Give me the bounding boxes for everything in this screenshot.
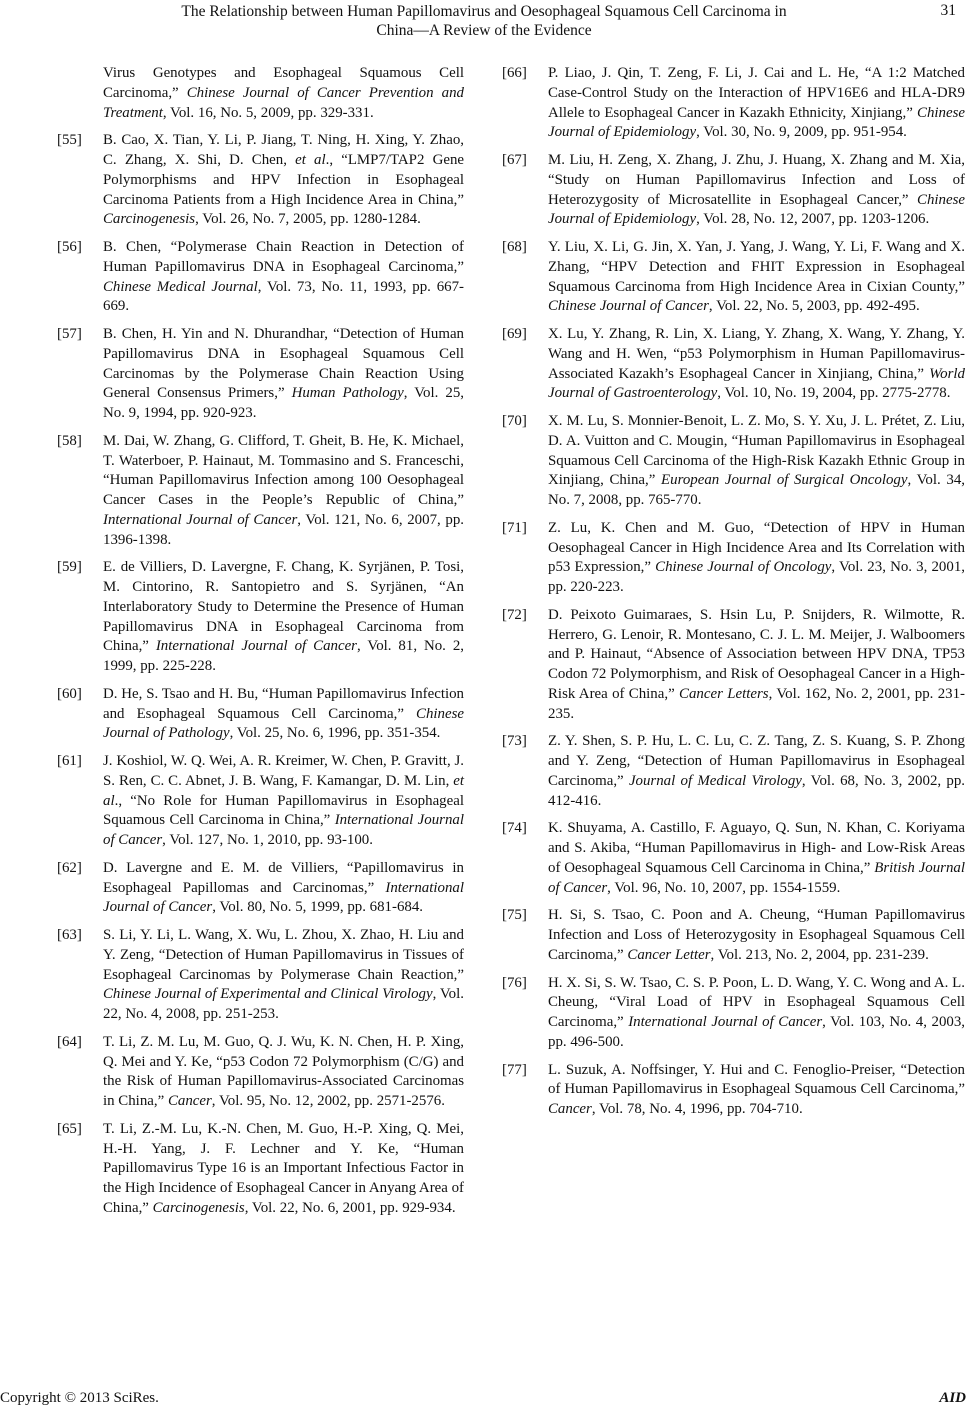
reference-text: , Vol. 68, No. 3, 2002, pp. 412-416. [548,772,965,809]
reference-item [502,819,965,898]
journal-title: Cancer Letter [627,946,711,963]
reference-number: [59] [57,559,82,576]
journal-title: International Journal of Cancer [155,638,357,655]
journal-title: Human Pathology [291,385,404,402]
reference-number: [70] [502,413,527,429]
reference-item [57,558,464,677]
reference-text: , Vol. 22, No. 4, 2008, pp. 251-253. [103,986,464,1022]
reference-item [57,1033,464,1112]
reference-list-left [57,131,464,1218]
journal-title: Carcinogenesis [103,211,196,228]
journal-title: Chinese Journal of Experimental and Clinical Virology [103,986,433,1003]
journal-title: et al [103,772,464,809]
journal-title: Chinese Journal of Pathology [103,705,464,742]
reference-text: , Vol. 81, No. 2, 1999, pp. 225-228. [103,638,464,674]
reference-text: , Vol. 26, No. 7, 2005, pp. 1280-1284. [195,211,421,228]
reference-text: , Vol. 103, No. 4, 2003, pp. 496-500. [548,1014,966,1050]
header-title-line2: China—A Review of the Evidence [376,22,592,39]
journal-title: Chinese Journal of Oncology [655,559,832,576]
reference-item [57,432,464,551]
left-column [57,64,464,1227]
reference-text: M. Liu, H. Zeng, X. Zhang, J. Zhu, J. Huang, X. Zhang and M. Xia, “Study on Human Papillomavirus Infection and Loss of Heterozygosity of Microsatellite in Esophageal Cancer,” [548,152,965,208]
reference-list-right [502,64,965,1120]
journal-title: Cancer Letters [679,685,769,702]
reference-text: , Vol. 78, No. 4, 1996, pp. 704-710. [591,1101,803,1117]
journal-title: Cancer [167,1093,212,1109]
reference-text: , Vol. 213, No. 2, 2004, pp. 231-239. [710,946,929,963]
reference-item [502,64,965,143]
reference-number: [62] [57,859,82,876]
reference-number: [66] [502,65,527,81]
reference-number: [61] [57,753,82,769]
reference-number: [67] [502,152,527,168]
reference-text: ., “LMP7/TAP2 Gene Polymorphisms and HPV Infection in Esophageal Carcinoma Patients from a High Incidence Area in China,” [103,152,464,208]
reference-text: , Vol. 96, No. 10, 2007, pp. 1554-1559. [607,879,841,896]
journal-title: Chinese Journal of Cancer [548,298,709,315]
reference-number: [75] [502,907,527,924]
reference-number: [60] [57,685,82,702]
reference-text: , Vol. 28, No. 12, 2007, pp. 1203-1206. [696,211,930,228]
reference-item [57,752,464,851]
reference-item [57,859,464,918]
reference-text: S. Li, Y. Li, L. Wang, X. Wu, L. Zhou, X. Zhao, H. Liu and Y. Zeng, “Detection of Human Papillomavirus in Tissues of Esophageal Carcinomas by Polymerase Chain Reaction,” [103,927,464,983]
reference-item [502,606,965,725]
reference-text: B. Chen, “Polymerase Chain Reaction in Detection of Human Papillomavirus DNA in Esophageal Carcinoma,” [103,239,464,275]
reference-number: [74] [502,820,527,837]
journal-title: European Journal of Surgical Oncology [661,472,908,489]
journal-title: Chinese Medical Journal [103,278,258,295]
reference-item [57,131,464,230]
journal-title: Journal of Medical Virology [628,772,802,789]
reference-text: , Vol. 121, No. 6, 2007, pp. 1396-1398. [103,511,464,548]
reference-number: [69] [502,326,527,342]
journal-title: Cancer [548,1101,592,1117]
reference-text: , Vol. 22, No. 5, 2003, pp. 492-495. [708,298,920,315]
header-title-line1: The Relationship between Human Papillomavirus and Oesophageal Squamous Cell Carcinoma in [181,3,787,20]
reference-text: , Vol. 162, No. 2, 2001, pp. 231-235. [548,685,965,722]
reference-text: H. X. Si, S. W. Tsao, C. S. P. Poon, L. D. Wang, Y. C. Wong and A. L. Cheung, “Viral Load of HPV in Esophageal Squamous Cell Carcinoma,” [548,974,965,1030]
reference-number: [77] [502,1061,527,1078]
reference-item [502,519,965,598]
reference-text: , Vol. 10, No. 19, 2004, pp. 2775-2778. [717,385,951,402]
reference-item [502,325,965,404]
journal-title: International Journal of Cancer [103,879,464,916]
reference-text: E. de Villiers, D. Lavergne, F. Chang, K. Syrjänen, P. Tosi, M. Cintorino, R. Santopietro and S. Syrjänen, “An Interlaboratory Study to Determine the Presence of Human Papillomavirus DNA in Esophageal Carcinoma from China,” [103,559,464,655]
journal-title: International Journal of Cancer [628,1014,823,1030]
journal-title: International Journal of Cancer [103,511,298,528]
journal-title: Chinese Journal of Epidemiology [548,191,965,228]
reference-text: , Vol. 25, No. 6, 1996, pp. 351-354. [229,725,441,742]
right-column [502,64,965,1128]
journal-title: Chinese Journal of Epidemiology [548,104,965,141]
reference-item [502,151,965,230]
reference-item [502,238,965,317]
reference-number: [64] [57,1033,82,1050]
reference-text: T. Li, Z.-M. Lu, K.-N. Chen, M. Guo, H.-P. Xing, Q. Mei, H.-H. Yang, J. F. Lechner and Y. Ke, “Human Papillomavirus Type 16 is an Important Infectious Factor in the High Incidence of Esophageal Cancer in Anyang Area of China,” [103,1120,464,1216]
reference-number: [55] [57,132,82,149]
reference-text: Virus Genotypes and Esophageal Squamous Cell Carcinoma,” [103,65,464,101]
reference-text: , Vol. 25, No. 9, 1994, pp. 920-923. [103,385,464,421]
reference-text: , Vol. 127, No. 1, 2010, pp. 93-100. [162,832,373,848]
reference-text: , Vol. 16, No. 5, 2009, pp. 329-331. [162,104,374,121]
reference-text: , Vol. 34, No. 7, 2008, pp. 765-770. [548,472,965,508]
reference-item [57,685,464,744]
reference-text: Y. Liu, X. Li, G. Jin, X. Yan, J. Yang, J. Wang, Y. Li, F. Wang and X. Zhang, “HPV Detection and FHIT Expression in Esophageal Squamous Carcinoma from High Incidence Area in Cixian County,” [548,239,965,295]
reference-text: P. Liao, J. Qin, T. Zeng, F. Li, J. Cai and L. He, “A 1:2 Matched Case-Control Study on the Interaction of HPV16E6 and HLA-DR9 Allele to Esophageal Cancer in Kazakh Ethnicity, Xinjiang,” [548,65,965,121]
reference-text: , Vol. 22, No. 6, 2001, pp. 929-934. [244,1199,456,1216]
reference-item [57,926,464,1025]
reference-item [502,1061,965,1120]
reference-item [502,412,965,511]
reference-number: [57] [57,326,82,342]
reference-text: D. Peixoto Guimaraes, S. Hsin Lu, P. Snijders, R. Wilmotte, R. Herrero, G. Lenoir, R. Montesano, C. J. L. M. Meijer, J. Walboomers and P. Hainaut, “Absence of Association between HPV DNA, TP53 Codon 72 Polymorphism, and Risk of Oesophageal Cancer in a High-Risk Area of China,” [548,606,965,702]
reference-text: X. Lu, Y. Zhang, R. Lin, X. Liang, Y. Zhang, X. Wang, Y. Zhang, Y. Wang and H. Wen, “p53 Polymorphism in Human Papillomavirus-Associated Kazakh’s Esophageal Cancer in Xinjiang, China,” [548,326,965,382]
journal-title: British Journal of Cancer [548,859,965,896]
reference-text: ., “No Role for Human Papillomavirus in Esophageal Squamous Cell Carcinoma in China,” [103,792,464,829]
reference-number: [71] [502,519,527,536]
reference-number: [73] [502,733,527,750]
reference-text: H. Si, S. Tsao, C. Poon and A. Cheung, “Human Papillomavirus Infection and Loss of Heterozygosity in Esophageal Squamous Cell Carcinoma,” [548,907,965,963]
reference-text: , Vol. 30, No. 9, 2009, pp. 951-954. [696,124,907,141]
reference-text: J. Koshiol, W. Q. Wei, A. R. Kreimer, W. Chen, P. Gravitt, J. S. Ren, C. C. Abnet, J. B. Wang, F. Kamangar, D. M. Lin, [103,753,464,789]
reference-item [57,1120,464,1219]
footer-copyright: Copyright © 2013 SciRes. [0,1390,159,1406]
reference-text: , Vol. 73, No. 11, 1993, pp. 667-669. [103,278,464,315]
reference-number: [58] [57,432,82,449]
reference-text: , Vol. 80, No. 5, 1999, pp. 681-684. [212,899,424,916]
reference-text: , Vol. 95, No. 12, 2002, pp. 2571-2576. [211,1093,445,1109]
reference-number: [56] [57,239,82,255]
page-number: 31 [940,2,956,19]
reference-item [502,732,965,811]
journal-title: World Journal of Gastroenterology [548,365,965,402]
reference-text: B. Chen, H. Yin and N. Dhurandhar, “Detection of Human Papillomavirus DNA in Esophageal Squamous Cell Carcinomas by the Polymerase Chain Reaction Using General Consensus Primers,” [103,326,464,402]
reference-text: T. Li, Z. M. Lu, M. Guo, Q. J. Wu, K. N. Chen, H. P. Xing, Q. Mei and Y. Ke, “p53 Codon 72 Polymorphism (C/G) and the Risk of Human Papillomavirus-Associated Carcinomas in China,” [103,1033,464,1109]
reference-number: [65] [57,1120,82,1137]
journal-title: Chinese Journal of Cancer Prevention and Treatment [103,84,464,121]
reference-text: B. Cao, X. Tian, Y. Li, P. Jiang, T. Ning, H. Xing, Y. Zhao, C. Zhang, X. Shi, D. Chen, [103,132,464,168]
reference-continuation [57,64,464,123]
reference-number: [76] [502,974,527,991]
reference-text: M. Dai, W. Zhang, G. Clifford, T. Gheit, B. He, K. Michael, T. Waterboer, P. Hainaut, M. Tommasino and S. Franceschi, “Human Papillomavirus Infection among 100 Oesophageal Cancer Cases in the People’s Republic of China,” [103,432,464,508]
reference-text: Z. Y. Shen, S. P. Hu, L. C. Lu, C. Z. Tang, Z. S. Kuang, S. P. Zhong and Y. Zeng, “Detection of Human Papillomavirus in Esophageal Carcinoma,” [548,733,965,789]
reference-item [57,238,464,317]
reference-item [502,974,965,1053]
reference-text: D. Lavergne and E. M. de Villiers, “Papillomavirus in Esophageal Papillomas and Carcinomas,” [103,859,464,896]
reference-text: D. He, S. Tsao and H. Bu, “Human Papillomavirus Infection and Esophageal Squamous Cell Carcinoma,” [103,685,464,722]
reference-number: [68] [502,239,527,255]
reference-item [57,325,464,424]
reference-item [502,906,965,965]
reference-number: [72] [502,606,527,623]
reference-text: , Vol. 23, No. 3, 2001, pp. 220-223. [548,559,965,595]
reference-text: L. Suzuk, A. Noffsinger, Y. Hui and C. Fenoglio-Preiser, “Detection of Human Papillomavirus in Esophageal Squamous Cell Carcinoma,” [548,1061,965,1098]
footer-journal: AID [939,1390,966,1406]
running-header [0,2,968,40]
journal-title: Carcinogenesis [152,1199,245,1216]
reference-text: Z. Lu, K. Chen and M. Guo, “Detection of HPV in Human Oesophageal Cancer in High Incidence Area and Its Correlation with p53 Expression,” [548,519,965,576]
reference-number: [63] [57,927,82,943]
reference-text: K. Shuyama, A. Castillo, F. Aguayo, Q. Sun, N. Khan, C. Koriyama and S. Akiba, “Human Papillomavirus in High- and Low-Risk Areas of Oesophageal Squamous Cell Carcinoma in China,” [548,820,965,876]
journal-title: et al [295,152,326,168]
journal-title: International Journal of Cancer [103,812,464,848]
reference-text: X. M. Lu, S. Monnier-Benoit, L. Z. Mo, S. Y. Xu, J. L. Prétet, Z. Liu, D. A. Vuitton and C. Mougin, “Human Papillomavirus in Esophageal Squamous Cell Carcinoma of the High-Risk Kazakh Ethnic Group in Xinjiang, China,” [548,413,965,489]
